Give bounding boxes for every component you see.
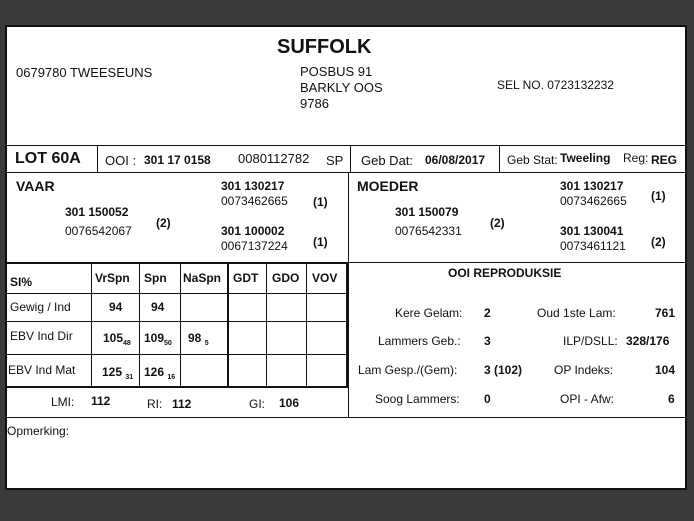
sire-father-number: 0073462665 xyxy=(221,194,288,208)
reg-label: Reg: xyxy=(623,151,649,165)
table-rule xyxy=(227,262,229,386)
remarks-label: Opmerking: xyxy=(7,424,70,438)
gesp-value: 3 (102) xyxy=(484,363,523,377)
birth-status: Tweeling xyxy=(560,151,611,165)
divider xyxy=(348,172,349,417)
lammers-value: 3 xyxy=(484,334,491,348)
row-vrspn: $105_{48}$ xyxy=(103,331,131,347)
table-rule xyxy=(139,262,140,386)
table-rule xyxy=(7,293,348,294)
dam-father-number: 0073462665 xyxy=(560,194,627,208)
reg-value: REG xyxy=(651,153,678,167)
dam-number: 0076542331 xyxy=(395,224,462,238)
kere-gelam-value: 2 xyxy=(484,306,491,320)
divider xyxy=(499,145,500,172)
soog-value: 0 xyxy=(484,392,491,406)
col-si: SI% xyxy=(10,275,33,289)
gesp-label: Lam Gesp./(Gem): xyxy=(358,363,458,377)
op-label: OP Indeks: xyxy=(554,363,614,377)
table-border xyxy=(7,386,348,388)
table-rule xyxy=(91,262,92,386)
row-spn: 94 xyxy=(151,300,165,314)
col-naspn: NaSpn xyxy=(183,271,222,285)
divider xyxy=(7,145,687,146)
ooi-number: 0080112782 xyxy=(238,151,310,166)
dam-label: MOEDER xyxy=(357,178,419,194)
phone: SEL NO. 0723132232 xyxy=(497,78,614,92)
lammers-label: Lammers Geb.: xyxy=(378,334,461,348)
sire-mother-code: (1) xyxy=(313,235,328,249)
col-vrspn: VrSpn xyxy=(95,271,130,285)
row-label: EBV Ind Dir xyxy=(10,329,73,343)
table-rule xyxy=(306,262,307,386)
col-spn: Spn xyxy=(144,271,167,285)
address-line3: 9786 xyxy=(300,96,329,111)
sire-mother-number: 0067137224 xyxy=(221,239,288,253)
sire-father-id: 301 130217 xyxy=(221,179,285,193)
divider xyxy=(350,145,351,172)
sire-id: 301 150052 xyxy=(65,205,129,219)
row-spn: $109_{50}$ xyxy=(144,331,172,347)
table-rule xyxy=(7,354,348,355)
sire-label: VAAR xyxy=(16,178,55,194)
row-naspn: 98 $_5$ xyxy=(188,331,209,347)
ilp-label: ILP/DSLL: xyxy=(563,334,618,348)
row-vrspn: 125 $_{31}$ xyxy=(102,365,134,381)
row-label: Gewig / Ind xyxy=(10,300,71,314)
ri-label: RI: xyxy=(147,397,163,411)
gi-value: 106 xyxy=(279,396,300,410)
sire-father-code: (1) xyxy=(313,195,328,209)
kere-gelam-label: Kere Gelam: xyxy=(395,306,463,320)
birth-date-label: Geb Dat: xyxy=(361,153,414,168)
row-label: EBV Ind Mat xyxy=(8,363,76,377)
row-vrspn: 94 xyxy=(109,300,123,314)
dam-mother-code: (2) xyxy=(651,235,666,249)
breed-title: SUFFOLK xyxy=(277,36,372,58)
dam-father-code: (1) xyxy=(651,189,666,203)
dam-code: (2) xyxy=(490,216,505,230)
sale-lot-card xyxy=(5,25,687,490)
opi-value: 6 xyxy=(668,392,675,406)
divider xyxy=(7,172,687,173)
soog-label: Soog Lammers: xyxy=(375,392,460,406)
lmi-label: LMI: xyxy=(51,395,75,409)
dam-mother-id: 301 130041 xyxy=(560,224,624,238)
dam-father-id: 301 130217 xyxy=(560,179,624,193)
gi-label: GI: xyxy=(249,397,266,411)
sire-mother-id: 301 100002 xyxy=(221,224,285,238)
sire-code: (2) xyxy=(156,216,171,230)
table-rule xyxy=(7,321,348,322)
divider xyxy=(97,145,98,172)
lot-label: LOT 60A xyxy=(15,150,81,167)
ri-value: 112 xyxy=(172,397,192,411)
table-border xyxy=(7,262,348,264)
ooi-label: OOI : xyxy=(105,153,137,168)
table-rule xyxy=(266,262,267,386)
ooi-id: 301 17 0158 xyxy=(144,153,211,167)
birth-date: 06/08/2017 xyxy=(425,153,486,167)
op-value: 104 xyxy=(655,363,676,377)
table-border xyxy=(346,262,348,388)
col-gdt: GDT xyxy=(233,271,259,285)
species-code: SP xyxy=(326,153,344,168)
oud-label: Oud 1ste Lam: xyxy=(537,306,616,320)
dam-id: 301 150079 xyxy=(395,205,459,219)
birth-status-label: Geb Stat: xyxy=(507,153,558,167)
oud-value: 761 xyxy=(655,306,676,320)
table-rule xyxy=(180,262,181,386)
owner: 0679780 TWEESEUNS xyxy=(16,65,153,80)
dam-mother-number: 0073461121 xyxy=(560,239,626,253)
address-line2: BARKLY OOS xyxy=(300,80,383,95)
col-gdo: GDO xyxy=(272,271,300,285)
divider xyxy=(7,417,687,418)
sire-number: 0076542067 xyxy=(65,224,132,238)
divider xyxy=(348,262,687,263)
ilp-value: 328/176 xyxy=(626,334,670,348)
opi-label: OPI - Afw: xyxy=(560,392,615,406)
address-line1: POSBUS 91 xyxy=(300,64,373,79)
col-vov: VOV xyxy=(312,271,338,285)
reproduction-title: OOI REPRODUKSIE xyxy=(448,266,562,280)
lmi-value: 112 xyxy=(91,394,111,408)
row-spn: 126 $_{16}$ xyxy=(144,365,176,381)
